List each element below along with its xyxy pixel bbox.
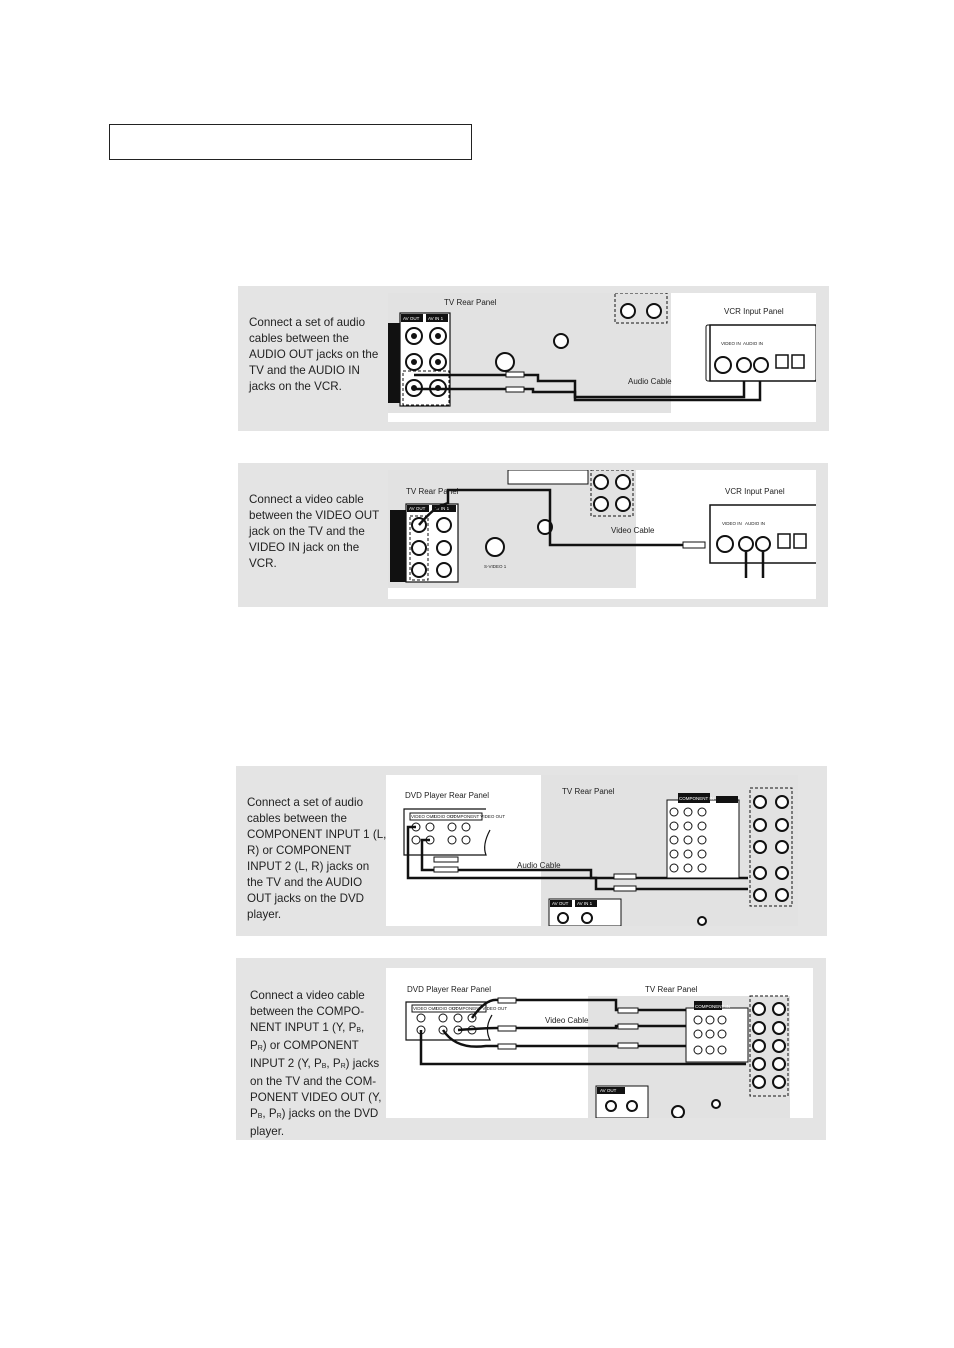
vcr-input-panel-label: VCR Input Panel	[724, 307, 784, 316]
text-line-2: between the COMPO-	[250, 1005, 365, 1018]
svg-text:AV OUT: AV OUT	[552, 901, 569, 906]
svg-text:VIDEO OUT: VIDEO OUT	[411, 814, 436, 819]
connection-diagram	[386, 968, 813, 1118]
text-line-8: $P_B$, $P_R$) jacks on the DVD	[250, 1107, 379, 1120]
audio-cable-label: Audio Cable	[628, 377, 672, 386]
diagram-svg	[386, 968, 813, 1118]
svg-text:VIDEO IN: VIDEO IN	[722, 521, 742, 526]
instruction-text: Connect a video cable between the VIDEO OUT jack on the TV and the VIDEO IN jack on the VCR.	[249, 493, 380, 570]
instruction-text: Connect a set of audio cables between the AUDIO OUT jacks on the TV and the AUDIO IN jacks on the VCR.	[249, 316, 379, 393]
text-line-9: player.	[250, 1125, 285, 1138]
dvd-rear-panel-label: DVD Player Rear Panel	[405, 791, 490, 800]
diagram-svg	[386, 775, 798, 926]
instruction-panel-audio-dvd	[236, 766, 827, 936]
tv-rear-panel-label: TV Rear Panel	[645, 985, 698, 994]
tv-av-jacks	[390, 504, 458, 582]
svg-text:AUDIO IN: AUDIO IN	[745, 521, 766, 526]
vcr-input-panel	[710, 505, 816, 578]
text-line-4: $P_R$) or COMPONENT	[250, 1039, 359, 1052]
connection-diagram	[388, 293, 816, 422]
connection-diagram	[388, 470, 816, 599]
diagram-svg	[388, 293, 816, 422]
video-cable-label: Video Cable	[611, 526, 655, 535]
svg-text:AV OUT: AV OUT	[409, 506, 426, 511]
connection-diagram	[386, 775, 798, 926]
instruction-panel-video-dvd	[236, 958, 826, 1140]
svg-text:AUDIO OUT: AUDIO OUT	[431, 814, 457, 819]
video-cable-label: Video Cable	[545, 1016, 589, 1025]
dvd-player-panel	[404, 809, 505, 855]
audio-cable-label: Audio Cable	[517, 861, 561, 870]
vcr-input-panel	[706, 325, 816, 381]
svg-text:COMPONENT VIDEO OUT: COMPONENT VIDEO OUT	[452, 1006, 508, 1011]
instruction-text	[250, 988, 385, 1140]
tv-rear-panel-label: TV Rear Panel	[444, 298, 497, 307]
text-line-5: INPUT 2 (Y, $P_B$, $P_R$) jacks	[250, 1057, 380, 1070]
svg-text:AV IN 1: AV IN 1	[428, 316, 444, 321]
instruction-text: Connect a set of audio cables between the COMPONENT INPUT 1 (L, R) or COMPONENT INPUT 2 (L, R) jacks on the TV and the AUDIO OUT jacks on the DVD player.	[247, 796, 387, 921]
text-line-6: on the TV and the COM-	[250, 1075, 377, 1088]
text-line-7: PONENT VIDEO OUT (Y,	[250, 1091, 382, 1104]
svg-text:COMPONENT IN: COMPONENT IN	[679, 796, 714, 801]
dvd-rear-panel-label: DVD Player Rear Panel	[407, 985, 492, 994]
svg-text:COMPONENT IN: COMPONENT IN	[695, 1004, 730, 1009]
diagram-svg	[388, 470, 816, 599]
svg-text:VIDEO IN: VIDEO IN	[721, 341, 741, 346]
svg-text:AV IN 1: AV IN 1	[434, 506, 450, 511]
svg-text:AV OUT: AV OUT	[403, 316, 420, 321]
svg-text:VIDEO OUT: VIDEO OUT	[413, 1006, 438, 1011]
vcr-input-panel-label: VCR Input Panel	[725, 487, 785, 496]
svg-text:AV OUT: AV OUT	[600, 1088, 617, 1093]
tv-av-jacks	[388, 313, 450, 406]
svg-text:S-VIDEO 1: S-VIDEO 1	[484, 564, 507, 569]
instruction-panel-audio-vcr	[238, 286, 829, 431]
svg-text:AV IN 1: AV IN 1	[577, 901, 593, 906]
s-video-jack	[496, 353, 514, 371]
text-line-1: Connect a video cable	[250, 989, 365, 1002]
text-line-3: NENT INPUT 1 (Y, $P_B$,	[250, 1021, 365, 1034]
instruction-panel-video-vcr	[238, 463, 828, 607]
section-title-box	[109, 124, 472, 160]
svg-text:AUDIO IN: AUDIO IN	[743, 341, 764, 346]
tv-rear-panel-label: TV Rear Panel	[406, 487, 459, 496]
svg-text:AUDIO OUT: AUDIO OUT	[433, 1006, 459, 1011]
antenna-jack	[554, 334, 568, 348]
s-video-jack	[486, 538, 504, 556]
tv-rear-panel-label: TV Rear Panel	[562, 787, 615, 796]
svg-text:COMPONENT VIDEO OUT: COMPONENT VIDEO OUT	[450, 814, 506, 819]
